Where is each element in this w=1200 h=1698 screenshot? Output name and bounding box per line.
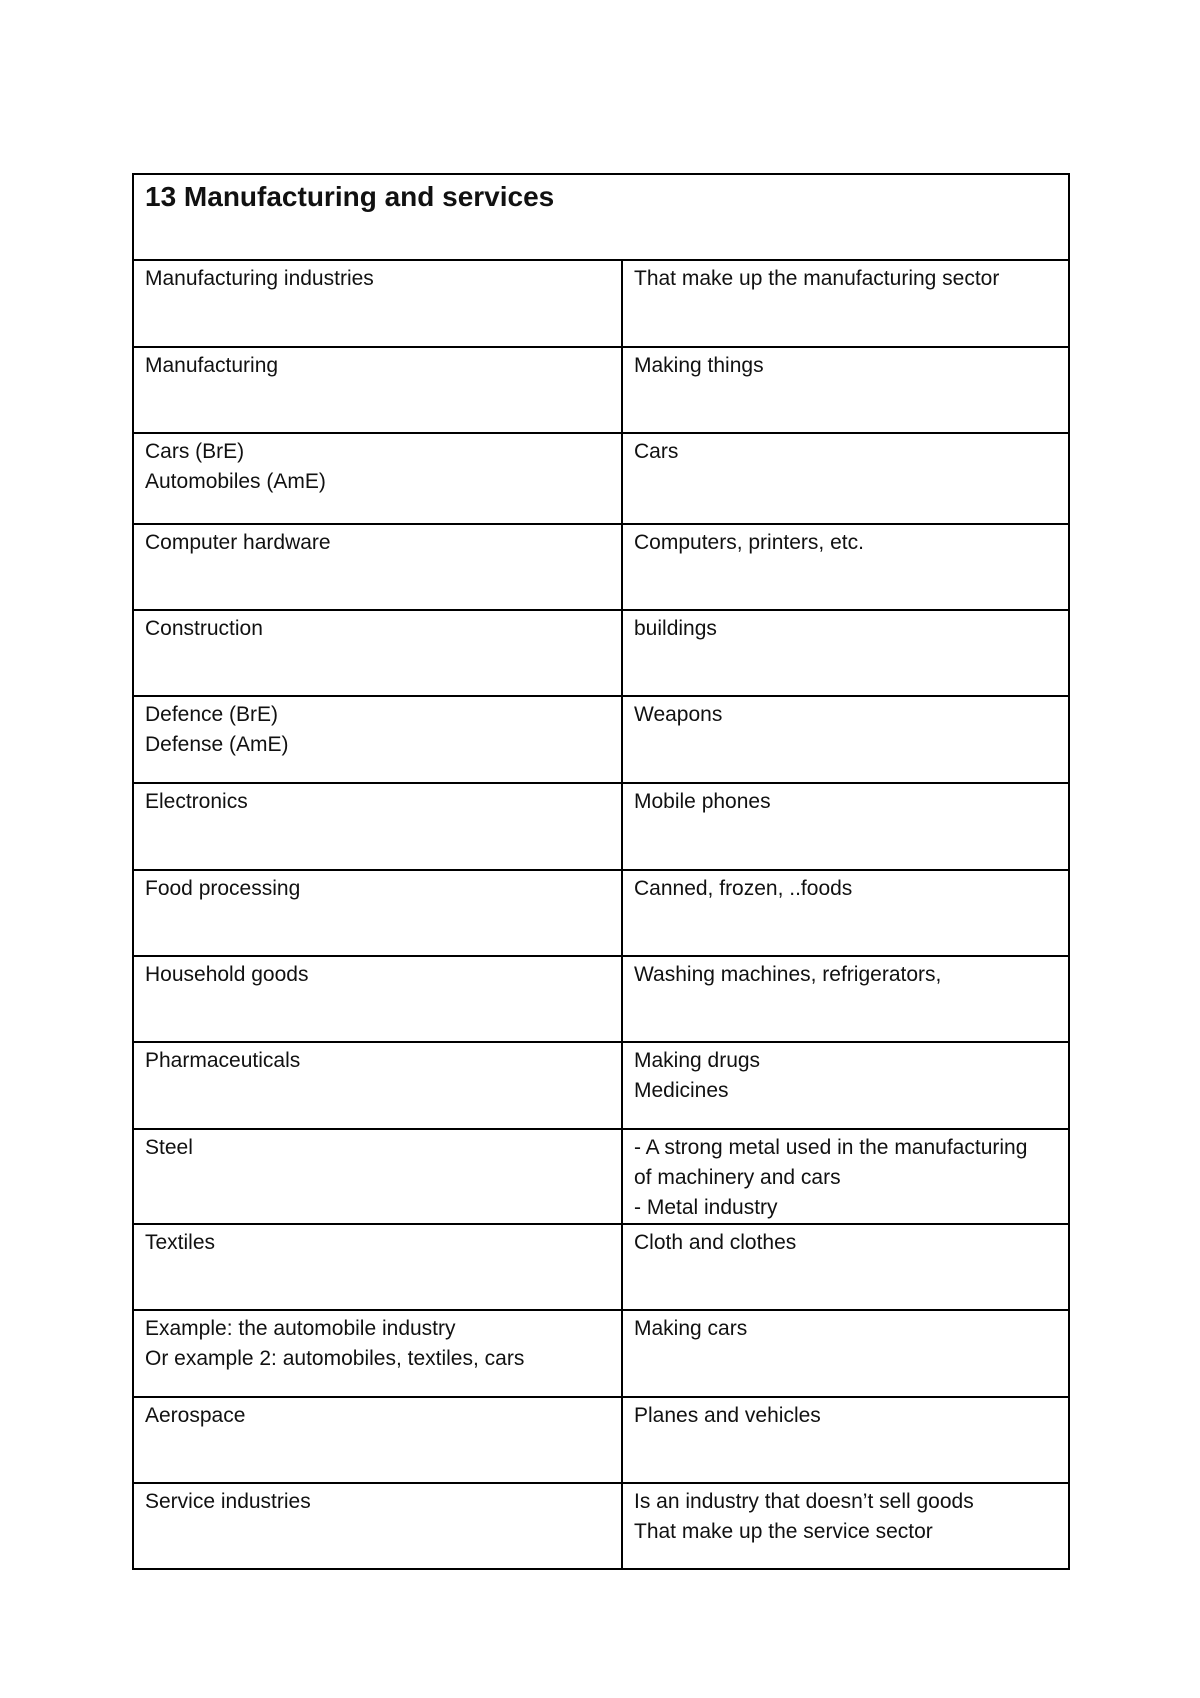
- term-text: Aerospace: [145, 1404, 246, 1427]
- meaning-cell: [622, 260, 1069, 347]
- meaning-cell: [622, 610, 1069, 696]
- table-row: [133, 956, 1069, 1042]
- meaning-text: Mobile phones: [634, 790, 771, 813]
- term-text: Textiles: [145, 1231, 216, 1254]
- term-text: Defense (AmE): [145, 733, 289, 756]
- meaning-cell: [622, 524, 1069, 610]
- table-row: [133, 347, 1069, 433]
- term-text: Household goods: [145, 963, 309, 986]
- term-text: Example: the automobile industry: [145, 1317, 456, 1340]
- meaning-text: of machinery and cars: [634, 1166, 841, 1189]
- term-cell: [133, 433, 622, 524]
- table-row: [133, 260, 1069, 347]
- meaning-text: Cloth and clothes: [634, 1231, 797, 1254]
- table-row: [133, 1310, 1069, 1397]
- table-row: [133, 870, 1069, 956]
- term-cell: [133, 1310, 622, 1397]
- term-text: Automobiles (AmE): [145, 470, 326, 493]
- term-cell: [133, 347, 622, 433]
- term-text: Steel: [145, 1136, 193, 1159]
- meaning-cell: [622, 347, 1069, 433]
- meaning-text: Making drugs: [634, 1049, 761, 1072]
- meaning-cell: [622, 433, 1069, 524]
- term-cell: [133, 1042, 622, 1129]
- vocabulary-table: [132, 173, 1070, 1570]
- table-row: [133, 1042, 1069, 1129]
- meaning-text: That make up the service sector: [634, 1520, 933, 1543]
- table-row: [133, 696, 1069, 783]
- term-text: Or example 2: automobiles, textiles, cars: [145, 1347, 525, 1370]
- term-text: Service industries: [145, 1490, 311, 1513]
- meaning-cell: [622, 870, 1069, 956]
- meaning-text: Making things: [634, 354, 764, 377]
- meaning-cell: [622, 1310, 1069, 1397]
- meaning-cell: [622, 956, 1069, 1042]
- meaning-text: Computers, printers, etc.: [634, 531, 864, 554]
- meaning-text: That make up the manufacturing sector: [634, 267, 1000, 290]
- meaning-cell: [622, 1129, 1069, 1224]
- meaning-text: Canned, frozen, ..foods: [634, 877, 853, 900]
- term-cell: [133, 1397, 622, 1483]
- term-cell: [133, 696, 622, 783]
- table-row: [133, 1129, 1069, 1224]
- table-row: [133, 1224, 1069, 1310]
- meaning-cell: [622, 783, 1069, 870]
- term-text: Construction: [145, 617, 263, 640]
- term-cell: [133, 956, 622, 1042]
- meaning-text: - Metal industry: [634, 1196, 778, 1219]
- meaning-cell: [622, 1483, 1069, 1569]
- term-cell: [133, 1129, 622, 1224]
- meaning-text: Weapons: [634, 703, 723, 726]
- term-cell: [133, 610, 622, 696]
- term-text: Manufacturing industries: [145, 267, 374, 290]
- term-text: Computer hardware: [145, 531, 331, 554]
- table-row: [133, 1397, 1069, 1483]
- term-cell: [133, 1224, 622, 1310]
- table-row: [133, 610, 1069, 696]
- term-cell: [133, 783, 622, 870]
- term-cell: [133, 870, 622, 956]
- term-text: Food processing: [145, 877, 301, 900]
- term-text: Pharmaceuticals: [145, 1049, 301, 1072]
- table-row: [133, 433, 1069, 524]
- table-row: [133, 783, 1069, 870]
- meaning-text: Medicines: [634, 1079, 729, 1102]
- term-text: Defence (BrE): [145, 703, 279, 726]
- meaning-cell: [622, 1224, 1069, 1310]
- term-text: Cars (BrE): [145, 440, 245, 463]
- meaning-cell: [622, 1042, 1069, 1129]
- meaning-text: Is an industry that doesn’t sell goods: [634, 1490, 974, 1513]
- table-row: [133, 1483, 1069, 1569]
- term-text: Electronics: [145, 790, 248, 813]
- title-row: [133, 174, 1069, 260]
- meaning-text: - A strong metal used in the manufacturing: [634, 1136, 1028, 1159]
- table-title: 13 Manufacturing and services: [133, 174, 1069, 260]
- table-row: [133, 524, 1069, 610]
- meaning-text: Cars: [634, 440, 679, 463]
- term-text: Manufacturing: [145, 354, 279, 377]
- meaning-cell: [622, 1397, 1069, 1483]
- meaning-text: Washing machines, refrigerators,: [634, 963, 942, 986]
- meaning-cell: [622, 696, 1069, 783]
- meaning-text: buildings: [634, 617, 717, 640]
- term-cell: [133, 524, 622, 610]
- term-cell: [133, 260, 622, 347]
- term-cell: [133, 1483, 622, 1569]
- meaning-text: Making cars: [634, 1317, 748, 1340]
- meaning-text: Planes and vehicles: [634, 1404, 821, 1427]
